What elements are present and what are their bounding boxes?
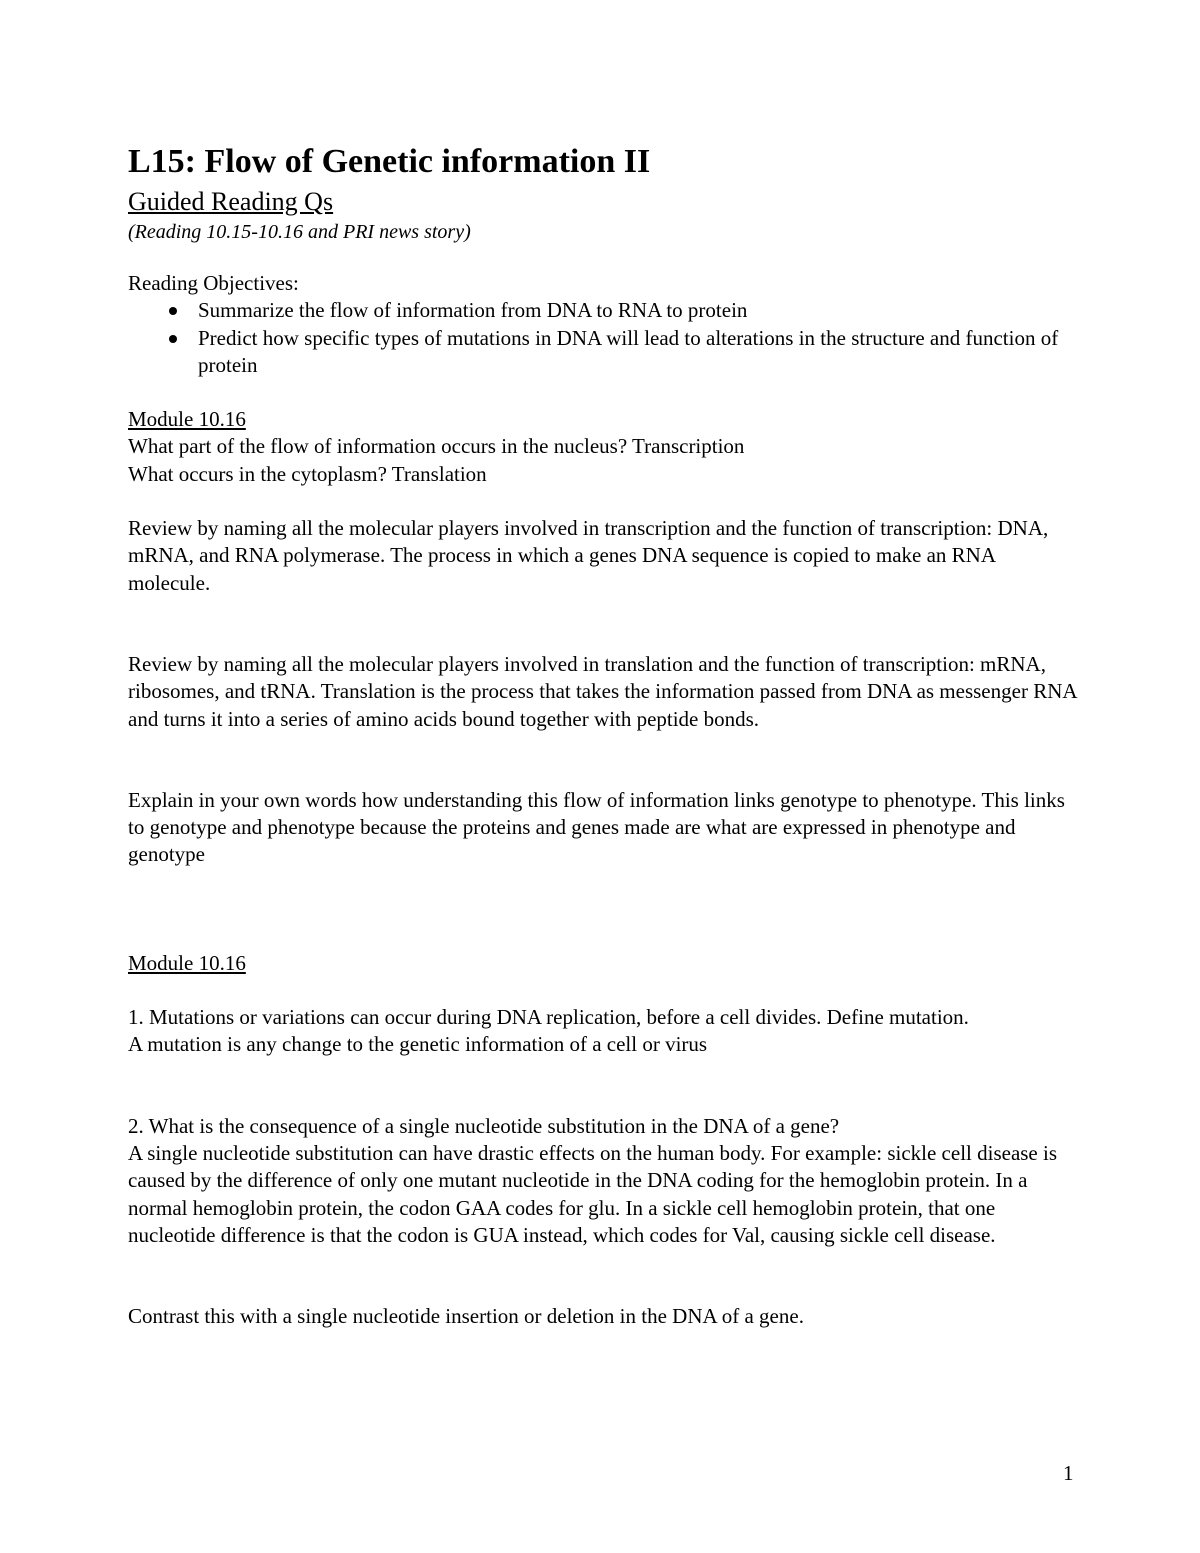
answer-2: A single nucleotide substitution can have drastic effects on the human body. For example: sickle cell disease is caused by the difference of only one mutant nucleotide in the DNA coding for the hemoglobin protein. In a normal hemoglobin protein, the codon GAA codes for glu. In a sickle cell hemoglobin protein, that one nucleotide difference is that the codon is GUA instead, which codes for Val, causing sickle cell disease. [128, 1140, 1058, 1247]
explain-genotype-phenotype: Explain in your own words how understanding this flow of information links genotype to phenotype. This links to genotype and phenotype because the proteins and genes made are what are expressed in phenotype and genotype [128, 787, 1065, 867]
question-1: 1. Mutations or variations can occur during DNA replication, before a cell divides. Define mutation. [128, 1005, 969, 1030]
review-transcription: Review by naming all the molecular players involved in transcription and the function of transcription: DNA, mRNA, and RNA polymerase. The process in which a genes DNA sequence is copied to make an RNA molecule. [128, 516, 1049, 595]
question-2: 2. What is the consequence of a single nucleotide substitution in the DNA of a gene? [128, 1113, 840, 1138]
question-nucleus: What part of the flow of information occurs in the nucleus? Transcription [128, 434, 745, 459]
document-subtitle: Guided Reading Qs [128, 187, 334, 216]
document-body [128, 140, 1078, 1330]
objective-item: Predict how specific types of mutations in DNA will lead to alterations in the structure and function of protein [198, 325, 1078, 380]
objective-item: Summarize the flow of information from DNA to RNA to protein [198, 297, 1078, 324]
contrast-question: Contrast this with a single nucleotide insertion or deletion in the DNA of a gene. [128, 1304, 804, 1329]
module-heading-2: Module 10.16 [128, 950, 246, 975]
answer-1: A mutation is any change to the genetic information of a cell or virus [128, 1032, 708, 1057]
objectives-list [128, 297, 1078, 379]
question-cytoplasm: What occurs in the cytoplasm? Translation [128, 461, 487, 486]
reading-note: (Reading 10.15-10.16 and PRI news story) [128, 221, 471, 243]
module-heading-1: Module 10.16 [128, 407, 246, 432]
document-title: L15: Flow of Genetic information II [128, 143, 651, 180]
objectives-label: Reading Objectives: [128, 271, 299, 295]
review-translation: Review by naming all the molecular players involved in translation and the function of transcription: mRNA, ribosomes, and tRNA. Translation is the process that takes the information passed from DNA as messenger RNA and turns it into a series of amino acids bound together with peptide bonds. [128, 651, 1077, 731]
page-number: 1 [1063, 1461, 1074, 1485]
